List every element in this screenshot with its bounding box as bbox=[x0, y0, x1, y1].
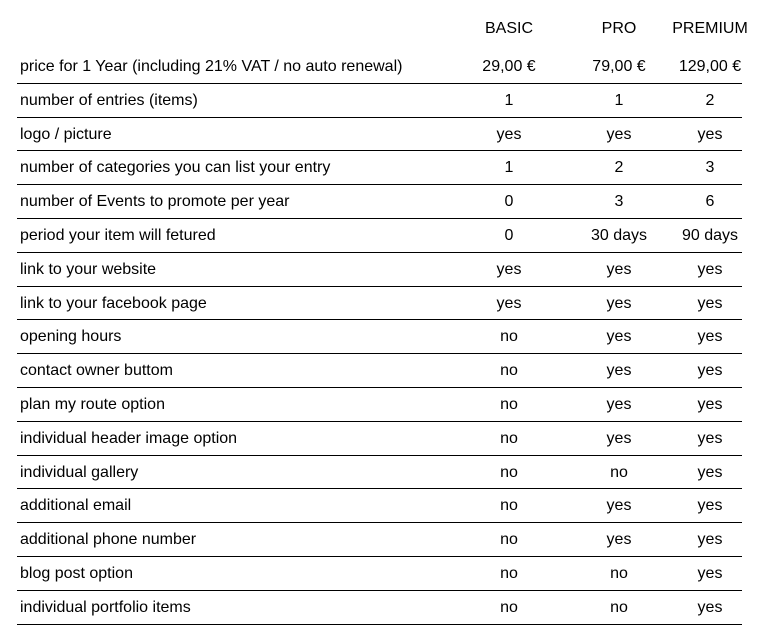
pro-value: yes bbox=[606, 328, 632, 346]
table-row bbox=[17, 185, 742, 219]
premium-value: 3 bbox=[705, 159, 715, 177]
premium-value: yes bbox=[697, 531, 723, 549]
basic-value: yes bbox=[496, 294, 522, 312]
table-row bbox=[17, 287, 742, 321]
premium-value: yes bbox=[697, 598, 723, 616]
basic-value: no bbox=[500, 362, 518, 380]
feature-label: number of entries (items) bbox=[20, 91, 198, 109]
pro-value: yes bbox=[606, 497, 632, 515]
pro-value: 1 bbox=[614, 91, 624, 109]
basic-value: no bbox=[500, 429, 518, 447]
pro-value: 30 days bbox=[590, 226, 648, 244]
pro-value: no bbox=[610, 598, 628, 616]
table-row bbox=[17, 591, 742, 625]
premium-value: yes bbox=[697, 328, 723, 346]
feature-label: individual header image option bbox=[20, 429, 238, 447]
feature-label: additional email bbox=[20, 497, 132, 515]
basic-value: no bbox=[500, 497, 518, 515]
plan-header-row bbox=[17, 12, 748, 46]
basic-value: 0 bbox=[504, 193, 514, 211]
premium-value: yes bbox=[697, 497, 723, 515]
table-row bbox=[17, 320, 742, 354]
pro-value: yes bbox=[606, 531, 632, 549]
premium-value: 2 bbox=[705, 91, 715, 109]
feature-label: link to your website bbox=[20, 260, 157, 278]
feature-label: individual portfolio items bbox=[20, 598, 191, 616]
basic-value: 29,00 € bbox=[482, 58, 536, 75]
basic-value: no bbox=[500, 598, 518, 616]
pro-value: yes bbox=[606, 429, 632, 447]
feature-label: individual gallery bbox=[20, 463, 139, 481]
pro-value: no bbox=[610, 463, 628, 481]
table-row bbox=[17, 354, 742, 388]
basic-value: no bbox=[500, 328, 518, 346]
basic-value: 1 bbox=[504, 91, 514, 109]
feature-label: logo / picture bbox=[20, 125, 112, 143]
table-row bbox=[17, 422, 742, 456]
table-row bbox=[17, 489, 742, 523]
basic-value: no bbox=[500, 531, 518, 549]
basic-value: 0 bbox=[504, 226, 514, 244]
table-row bbox=[17, 219, 742, 253]
pro-value: yes bbox=[606, 395, 632, 413]
premium-value: yes bbox=[697, 125, 723, 143]
pro-value: no bbox=[610, 564, 628, 582]
basic-value: no bbox=[500, 564, 518, 582]
table-row bbox=[17, 50, 742, 84]
premium-value: 129,00 € bbox=[678, 58, 742, 75]
feature-label: blog post option bbox=[20, 564, 133, 582]
feature-label: number of Events to promote per year bbox=[20, 193, 290, 211]
plan-basic-header: BASIC bbox=[484, 20, 533, 37]
basic-value: yes bbox=[496, 260, 522, 278]
feature-label: price for 1 Year (including 21% VAT / no auto renewal) bbox=[20, 58, 403, 75]
pro-value: yes bbox=[606, 362, 632, 380]
basic-value: no bbox=[500, 463, 518, 481]
premium-value: 90 days bbox=[681, 226, 739, 244]
feature-label: number of categories you can list your entry bbox=[20, 159, 331, 177]
premium-value: yes bbox=[697, 429, 723, 447]
table-row bbox=[17, 523, 742, 557]
feature-label: period your item will fetured bbox=[20, 226, 216, 244]
premium-value: yes bbox=[697, 463, 723, 481]
plan-pro-header: PRO bbox=[601, 20, 637, 37]
pricing-table bbox=[17, 12, 748, 616]
pro-value: yes bbox=[606, 294, 632, 312]
table-row bbox=[17, 253, 742, 287]
premium-value: 6 bbox=[705, 193, 715, 211]
table-row bbox=[17, 456, 742, 490]
pro-value: yes bbox=[606, 125, 632, 143]
premium-value: yes bbox=[697, 260, 723, 278]
premium-value: yes bbox=[697, 395, 723, 413]
basic-value: no bbox=[500, 395, 518, 413]
feature-label: plan my route option bbox=[20, 395, 165, 413]
table-row bbox=[17, 388, 742, 422]
basic-value: yes bbox=[496, 125, 522, 143]
feature-label: link to your facebook page bbox=[20, 294, 207, 312]
feature-label: opening hours bbox=[20, 328, 122, 346]
pro-value: 3 bbox=[614, 193, 624, 211]
table-row bbox=[17, 557, 742, 591]
pro-value: 2 bbox=[614, 159, 624, 177]
basic-value: 1 bbox=[504, 159, 514, 177]
pro-value: yes bbox=[606, 260, 632, 278]
feature-label: contact owner buttom bbox=[20, 362, 173, 380]
pro-value: 79,00 € bbox=[592, 58, 646, 75]
premium-value: yes bbox=[697, 294, 723, 312]
feature-label: additional phone number bbox=[20, 531, 197, 549]
premium-value: yes bbox=[697, 362, 723, 380]
table-row bbox=[17, 118, 742, 152]
feature-rows bbox=[17, 50, 742, 625]
table-row bbox=[17, 151, 742, 185]
table-row bbox=[17, 84, 742, 118]
premium-value: yes bbox=[697, 564, 723, 582]
plan-premium-header: PREMIUM bbox=[672, 20, 748, 37]
